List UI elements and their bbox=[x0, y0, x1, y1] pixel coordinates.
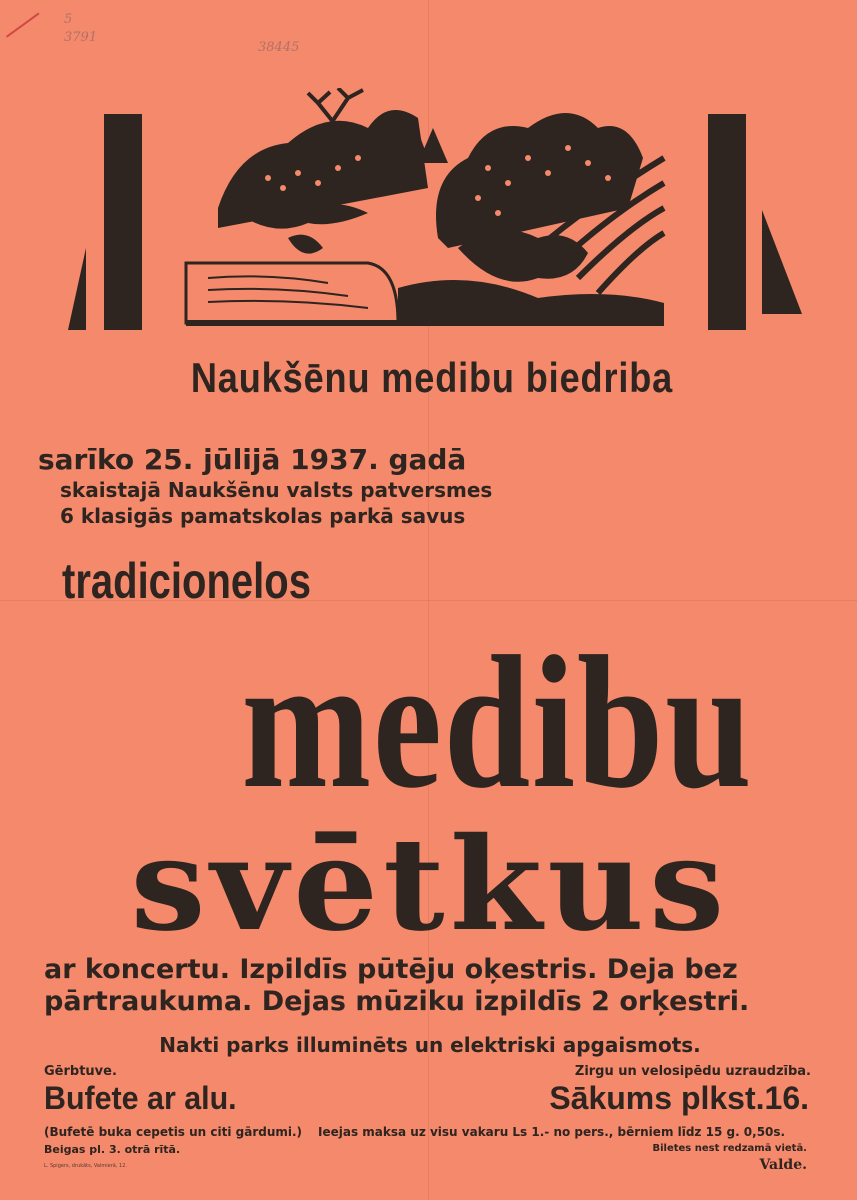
tradicionelos-word: tradicionelos bbox=[62, 553, 311, 609]
printer-imprint: L. Spigers, drukāts, Valmierā, 12. bbox=[44, 1163, 127, 1169]
concert-line-1: ar koncertu. Izpildīs pūtēju oķestris. Deja bez bbox=[44, 954, 738, 985]
buffet-note: (Bufetē buka cepetis un citi gārdumi.) bbox=[44, 1125, 303, 1139]
hunting-scene-illustration bbox=[68, 88, 804, 336]
invite-line-2: skaistajā Naukšēnu valsts patversmes bbox=[60, 478, 493, 502]
horses-label: Zirgu un velosipēdu uzraudzība. bbox=[574, 1064, 811, 1079]
red-pencil-mark bbox=[6, 12, 40, 37]
end-time: Beigas pl. 3. otrā rītā. bbox=[44, 1143, 181, 1156]
entry-fee: Ieejas maksa uz visu vakaru Ls 1.- no pers., bērniem līdz 15 g. 0,50s. bbox=[318, 1125, 786, 1139]
medibu-headline: medibu bbox=[241, 618, 754, 828]
society-name: Naukšēnu medibu biedriba bbox=[190, 354, 674, 401]
board-signature: Valde. bbox=[759, 1157, 807, 1173]
illumination-line: Nakti parks illuminēts un elektriski apgaismots. bbox=[159, 1033, 701, 1057]
archive-mark-b: 3791 bbox=[64, 30, 98, 45]
invite-line-3: 6 klasigās pamatskolas parkā savus bbox=[60, 504, 466, 528]
svetkus-headline: svētkus bbox=[130, 810, 730, 960]
cloakroom-label: Gērbtuve. bbox=[44, 1064, 117, 1079]
start-time: Sākums plkst.16. bbox=[549, 1080, 809, 1116]
archive-mark-c: 38445 bbox=[258, 40, 300, 55]
invite-line-1: sarīko 25. jūlijā 1937. gadā bbox=[38, 443, 467, 476]
archive-mark-a: 5 bbox=[64, 12, 73, 27]
concert-line-2: pārtraukuma. Dejas mūziku izpildīs 2 orķestri. bbox=[44, 986, 750, 1017]
tickets-note: Biletes nest redzamā vietā. bbox=[652, 1143, 807, 1154]
buffet-label: Bufete ar alu. bbox=[44, 1080, 237, 1116]
